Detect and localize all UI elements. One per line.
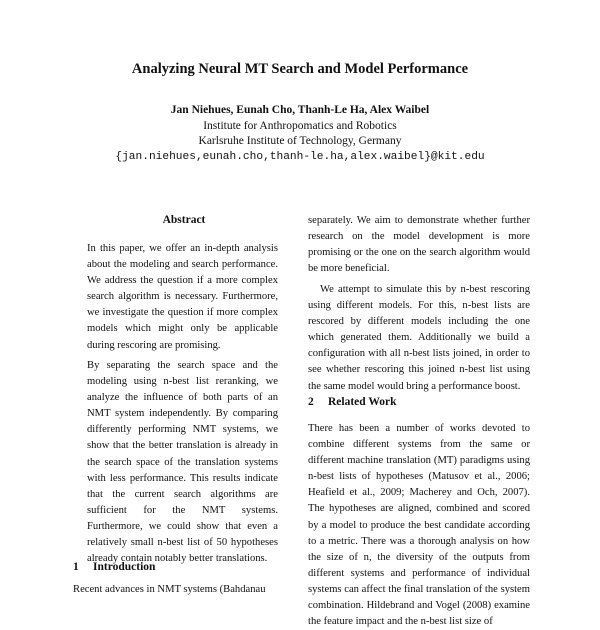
section-introduction-heading <box>73 560 155 575</box>
author-list: Jan Niehues, Eunah Cho, Thanh-Le Ha, Alex Waibel <box>170 104 430 116</box>
section-related-work-heading <box>308 395 396 410</box>
section-title: Related Work <box>328 396 397 408</box>
affiliation-university: Karlsruhe Institute of Technology, Germany <box>198 135 402 147</box>
introduction-text: Recent advances in NMT systems (Bahdanau <box>73 584 266 595</box>
section-number: 2 <box>308 396 314 408</box>
section-number: 1 <box>73 561 79 573</box>
author-emails: {jan.niehues,eunah.cho,thanh-le.ha,alex.waibel}@kit.edu <box>115 151 485 163</box>
section-title: Introduction <box>93 561 156 573</box>
affiliation-institute: Institute for Anthropomatics and Robotics <box>203 120 397 132</box>
abstract-paragraph-2: By separating the search space and the modeling using n-best list reranking, we analyze the influence of both parts of an NMT system independently. By comparing differently performing NMT systems, we show that the better translation is already in the search space of the translation systems with less performance. This results indicate that the current search algorithms are sufficient for the NMT systems. Furthermore, we could show that even a relatively small n-best list of 50 hypotheses already contain notably better translations. <box>87 360 278 565</box>
related-work-text: There has been a number of works devoted to combine different systems from the same or different machine translation (MT) paradigms using n-best lists of hypotheses (Matusov et al., 2006; Heafield et al., 2009; Macherey and Och, 2007). The hypotheses are aligned, combined and scored by a model to produce the best candidate according to a metric. There was a thorough analysis on how the size of n, the diversity of the outputs from different systems and performance of individual systems can affect the final translation of the system combination. Hildebrand and Vogel (2008) examine the feature impact and the n-best list size of <box>308 423 530 628</box>
right-column-paragraph-2: We attempt to simulate this by n-best rescoring using different models. For this, n-best lists are rescored by different models including the one which generated them. Additionally we build a configuration with all n-best lists joined, in order to see whether rescoring this joined n-best list using the same model would bring a performance boost. <box>308 284 530 392</box>
abstract-paragraph-1: In this paper, we offer an in-depth analysis about the modeling and search performance. We address the question if a more complex search algorithm is necessary. Furthermore, we investigate the question if more complex models which might only be applicable during rescoring are promising. <box>87 243 278 351</box>
right-column-paragraph-1: separately. We aim to demonstrate whether further research on the model development is more promising or the one on the search algorithm would be more beneficial. <box>308 215 530 275</box>
paper-title: Analyzing Neural MT Search and Model Performance <box>131 61 469 77</box>
abstract-heading: Abstract <box>162 214 206 226</box>
